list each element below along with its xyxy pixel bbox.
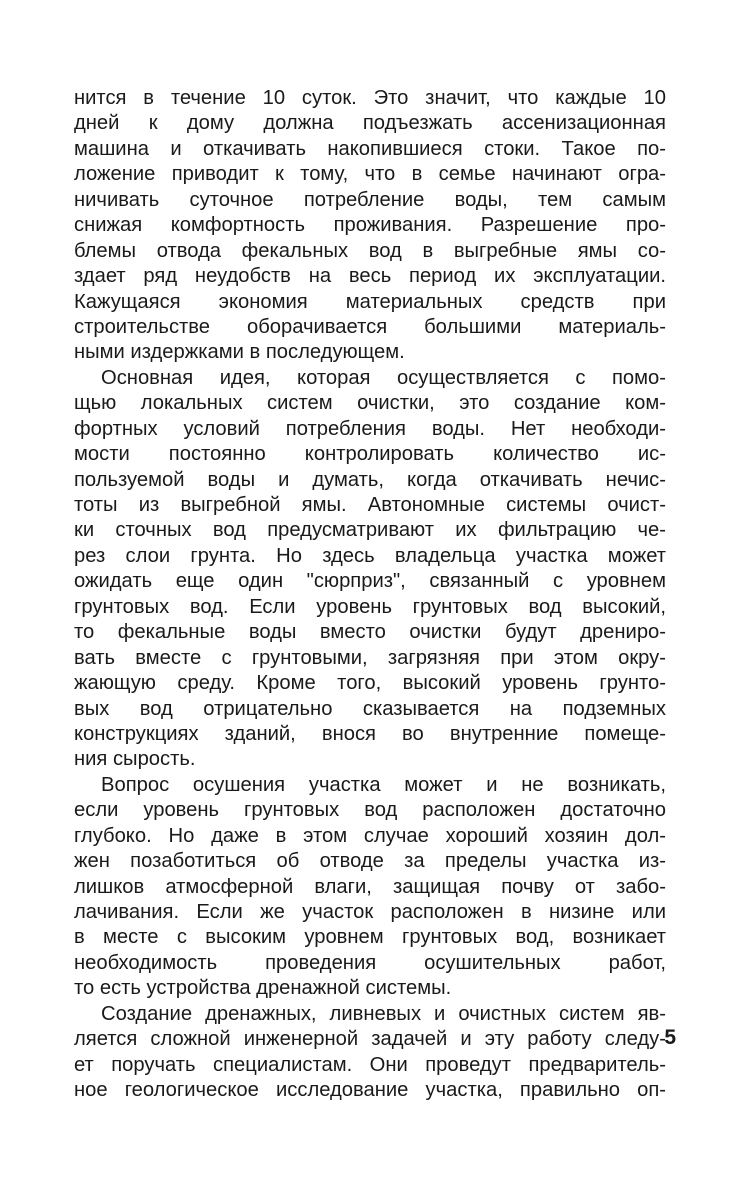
paragraph-3 xyxy=(74,773,666,1002)
text-line: щью локальных систем очистки, это создание ком- xyxy=(74,392,666,415)
text-line: если уровень грунтовых вод расположен достаточно xyxy=(74,799,666,822)
text-line: лишков атмосферной влаги, защищая почву от забо- xyxy=(74,875,666,898)
text-line: мости постоянно контролировать количество ис- xyxy=(74,443,666,466)
text-line: Кажущаяся экономия материальных средств при xyxy=(74,290,666,313)
text-line: то фекальные воды вместо очистки будут дрениро- xyxy=(74,621,666,644)
text-line: глубоко. Но даже в этом случае хороший хозяин дол- xyxy=(74,824,666,847)
text-line: Вопрос осушения участка может и не возникать, xyxy=(101,773,666,796)
text-line: то есть устройства дренажной системы. xyxy=(74,977,452,1000)
text-line: лачивания. Если же участок расположен в низине или xyxy=(74,901,666,923)
paragraph-2 xyxy=(74,366,666,773)
text-line: нится в течение 10 суток. Это значит, что каждые 10 xyxy=(74,87,666,109)
text-line: блемы отвода фекальных вод в выгребные ямы со- xyxy=(74,239,666,262)
text-line: вых вод отрицательно сказывается на подземных xyxy=(74,697,666,720)
text-line: строительстве оборачивается большими материаль- xyxy=(74,315,666,338)
text-line: дней к дому должна подъезжать ассенизационная xyxy=(74,112,666,135)
text-line: Основная идея, которая осуществляется с помо- xyxy=(101,366,666,389)
text-line: ное геологическое исследование участка, правильно оп- xyxy=(74,1079,666,1102)
text-line: ожидать еще один "сюрприз", связанный с уровнем xyxy=(74,570,666,593)
text-line: ки сточных вод предусматривают их фильтрацию че- xyxy=(74,519,666,542)
text-line: ложение приводит к тому, что в семье начинают огра- xyxy=(74,163,666,186)
text-line: жен позаботиться об отводе за пределы участка из- xyxy=(74,850,666,873)
text-line: конструкциях зданий, внося во внутренние помеще- xyxy=(74,722,666,745)
text-line: ными издержками в последующем. xyxy=(74,341,405,364)
text-line: Создание дренажных, ливневых и очистных систем яв- xyxy=(101,1002,666,1025)
text-line: ния сырость. xyxy=(74,748,196,771)
text-line: ничивать суточное потребление воды, тем самым xyxy=(74,188,666,211)
text-line: тоты из выгребной ямы. Автономные системы очист- xyxy=(74,494,666,516)
text-line: вать вместе с грунтовыми, загрязняя при этом окру- xyxy=(74,646,666,669)
text-line: машина и откачивать накопившиеся стоки. Такое по- xyxy=(74,137,666,160)
paragraph-1 xyxy=(74,86,666,366)
text-line: грунтовых вод. Если уровень грунтовых вод высокий, xyxy=(74,595,666,618)
text-line: в месте с высоким уровнем грунтовых вод, возникает xyxy=(74,926,666,949)
text-line: фортных условий потребления воды. Нет необходи- xyxy=(74,417,666,440)
text-line: пользуемой воды и думать, когда откачивать нечис- xyxy=(74,468,666,491)
text-line: рез слои грунта. Но здесь владельца участка может xyxy=(74,544,666,567)
paragraph-4 xyxy=(74,1002,666,1104)
page-body xyxy=(74,86,666,1104)
text-line: здает ряд неудобств на весь период их эксплуатации. xyxy=(74,265,666,288)
text-line: ляется сложной инженерной задачей и эту работу следу- xyxy=(74,1028,666,1051)
text-line: снижая комфортность проживания. Разрешение про- xyxy=(74,214,666,237)
text-line: жающую среду. Кроме того, высокий уровень грунто- xyxy=(74,672,666,695)
text-line: необходимость проведения осушительных работ, xyxy=(74,951,666,974)
text-line: ет поручать специалистам. Они проведут предваритель- xyxy=(74,1053,666,1076)
page-number: 5 xyxy=(664,1026,676,1049)
